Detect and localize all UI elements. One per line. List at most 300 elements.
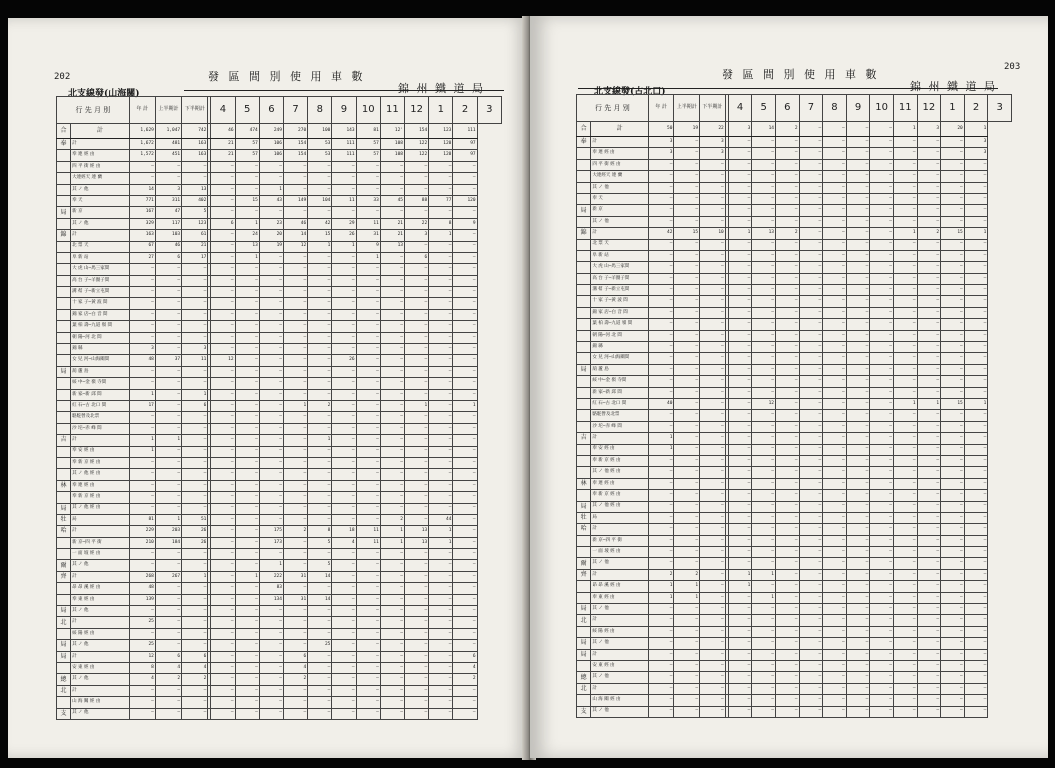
row-label: 葫 蘆 島 [591, 364, 648, 375]
row-label: 駱駝營及北票 [591, 410, 648, 421]
row-value: — [283, 503, 307, 514]
row-value: — [380, 469, 404, 480]
row-value: — [332, 446, 356, 457]
row-value: 22 [405, 218, 429, 229]
row-label: 其 ノ 他 [591, 672, 648, 683]
row-value: — [429, 400, 453, 411]
row-value: — [429, 161, 453, 172]
row-section-label [577, 421, 591, 432]
row-value: — [129, 287, 155, 298]
row-value: — [405, 469, 429, 480]
row-value: — [453, 571, 477, 582]
row-value: — [964, 353, 988, 364]
row-value: — [356, 184, 380, 195]
header-month: 1 [429, 97, 453, 124]
row-value: — [283, 628, 307, 639]
row-value: — [728, 649, 752, 660]
row-value: — [235, 480, 259, 491]
row-value: — [846, 695, 870, 706]
row-value: 2 [775, 122, 799, 137]
row-value: — [380, 378, 404, 389]
row-value: — [182, 594, 208, 605]
row-value: — [728, 615, 752, 626]
row-value: — [893, 660, 917, 671]
row-label: 溝 幇 子─新立屯間 [71, 287, 130, 298]
header-second-half: 下半期計 [700, 95, 726, 122]
row-value: — [308, 355, 332, 366]
row-value: — [211, 549, 235, 560]
row-value: 1 [429, 230, 453, 241]
row-value: 2 [917, 228, 941, 239]
row-value: 108 [380, 139, 404, 150]
row-value: — [799, 262, 823, 273]
row-value: — [211, 161, 235, 172]
row-value: — [917, 193, 941, 204]
row-value: — [283, 184, 307, 195]
row-value: — [893, 364, 917, 375]
row-value: — [870, 455, 894, 466]
row-value: — [356, 332, 380, 343]
row-value: — [846, 569, 870, 580]
row-value: — [893, 455, 917, 466]
row-label: 新 京 [71, 207, 130, 218]
row-value: — [752, 660, 776, 671]
row-value: — [380, 708, 404, 719]
row-section-label [577, 148, 591, 159]
row-value: 12 [211, 355, 235, 366]
row-section-label: 局 [577, 604, 591, 615]
table-row [57, 423, 502, 434]
row-value: — [405, 332, 429, 343]
row-value: — [775, 319, 799, 330]
row-value: — [308, 287, 332, 298]
row-value: — [846, 433, 870, 444]
row-value: — [129, 264, 155, 275]
row-value: — [453, 366, 477, 377]
row-value: — [648, 478, 674, 489]
row-value: — [429, 492, 453, 503]
row-value: — [259, 617, 283, 628]
row-value: 4 [332, 537, 356, 548]
row-section-label [577, 285, 591, 296]
row-value: — [211, 275, 235, 286]
row-value: — [211, 207, 235, 218]
row-value: — [332, 412, 356, 423]
header-month: 4 [211, 97, 235, 124]
row-value: — [846, 387, 870, 398]
row-section-label: 局 [57, 651, 71, 662]
row-value: — [775, 262, 799, 273]
row-label: 綏 陽 經 由 [591, 626, 648, 637]
row-value: — [700, 387, 726, 398]
row-value: 1 [728, 228, 752, 239]
row-value: — [308, 514, 332, 525]
row-value: — [405, 674, 429, 685]
table-total-row [57, 124, 502, 139]
row-value: — [182, 549, 208, 560]
row-value: — [405, 241, 429, 252]
row-value: — [182, 332, 208, 343]
row-value: 12 [129, 651, 155, 662]
row-value: — [155, 173, 181, 184]
row-value: — [893, 262, 917, 273]
row-value: — [700, 421, 726, 432]
row-value: — [823, 228, 847, 239]
row-value: — [799, 307, 823, 318]
row-value: 11 [356, 526, 380, 537]
row-value: — [429, 366, 453, 377]
row-value: 26 [332, 230, 356, 241]
row-value: — [380, 617, 404, 628]
table-row [57, 366, 502, 377]
row-section-label [57, 161, 71, 172]
row-value: — [356, 492, 380, 503]
row-value: — [405, 435, 429, 446]
row-value: — [308, 264, 332, 275]
row-value: 1,047 [155, 124, 181, 139]
row-value: — [799, 376, 823, 387]
row-value: — [846, 148, 870, 159]
row-value: 43 [259, 195, 283, 206]
row-value: — [182, 366, 208, 377]
row-value: — [129, 309, 155, 320]
row-value: — [155, 344, 181, 355]
row-value: — [941, 535, 965, 546]
row-value: — [453, 173, 477, 184]
row-value: — [453, 230, 477, 241]
row-value: — [964, 478, 988, 489]
table-row [577, 182, 1012, 193]
row-value: — [728, 319, 752, 330]
row-value: — [846, 467, 870, 478]
row-section-label: 合 [577, 122, 591, 137]
row-label: 其 ノ 他 經 由 [71, 469, 130, 480]
row-value: — [453, 606, 477, 617]
row-value: — [893, 501, 917, 512]
row-value: — [917, 205, 941, 216]
row-value: — [964, 296, 988, 307]
row-value: — [356, 366, 380, 377]
row-value: — [235, 287, 259, 298]
table-row [57, 241, 502, 252]
table-row [57, 344, 502, 355]
row-value: — [893, 683, 917, 694]
row-section-label [57, 252, 71, 263]
row-value: — [846, 547, 870, 558]
row-value: — [674, 524, 700, 535]
row-value: — [917, 433, 941, 444]
table-row [577, 296, 1012, 307]
row-value: — [799, 626, 823, 637]
row-section-label: 局 [577, 638, 591, 649]
row-value: — [870, 410, 894, 421]
row-label: 安 東 經 由 [591, 660, 648, 671]
row-value: — [823, 444, 847, 455]
header-month: 11 [893, 95, 917, 122]
row-value: 1 [648, 444, 674, 455]
row-section-label: 總 [57, 674, 71, 685]
row-section-label [577, 182, 591, 193]
row-value: — [674, 558, 700, 569]
row-value: — [332, 617, 356, 628]
row-value: — [870, 478, 894, 489]
row-value: — [700, 342, 726, 353]
header-month: 12 [917, 95, 941, 122]
row-value: — [700, 307, 726, 318]
row-label: 計 [591, 649, 648, 660]
row-value: 1 [129, 389, 155, 400]
row-value: — [356, 480, 380, 491]
row-value: — [332, 674, 356, 685]
row-value: — [752, 376, 776, 387]
row-value: — [429, 685, 453, 696]
row-value: — [405, 514, 429, 525]
row-value: — [211, 400, 235, 411]
row-value: — [211, 571, 235, 582]
row-value: — [917, 592, 941, 603]
row-value: — [648, 182, 674, 193]
row-value: — [870, 159, 894, 170]
row-label: 四 平 街 經 由 [71, 161, 130, 172]
row-value: — [380, 366, 404, 377]
row-value: — [235, 355, 259, 366]
row-value: — [846, 478, 870, 489]
row-value: — [155, 583, 181, 594]
row-value: — [846, 581, 870, 592]
row-value: — [453, 184, 477, 195]
row-value: 4 [129, 674, 155, 685]
row-label: 計 [71, 526, 130, 537]
row-value: — [356, 514, 380, 525]
row-value: — [356, 628, 380, 639]
row-value: — [964, 319, 988, 330]
row-value: — [728, 137, 752, 148]
row-value: — [941, 706, 965, 717]
row-value: — [823, 364, 847, 375]
row-section-label [57, 389, 71, 400]
row-value: — [941, 307, 965, 318]
row-value: — [870, 205, 894, 216]
row-value: — [129, 628, 155, 639]
row-value: — [846, 376, 870, 387]
row-value: — [893, 171, 917, 182]
row-value: — [964, 171, 988, 182]
row-value: 17 [182, 252, 208, 263]
row-value: — [752, 501, 776, 512]
row-value: — [870, 683, 894, 694]
row-value: — [870, 490, 894, 501]
table-row [57, 549, 502, 560]
row-value: — [823, 262, 847, 273]
row-value: — [429, 423, 453, 434]
row-value: — [799, 273, 823, 284]
row-value: — [823, 205, 847, 216]
row-value: — [380, 435, 404, 446]
row-value: — [823, 433, 847, 444]
table-row [577, 547, 1012, 558]
row-value: — [405, 697, 429, 708]
row-value: 249 [259, 124, 283, 139]
row-value: 3 [405, 230, 429, 241]
left-page-number: 202 [54, 72, 71, 82]
row-value: — [823, 592, 847, 603]
row-value: — [429, 332, 453, 343]
row-value: 24 [235, 230, 259, 241]
row-label: 紅 石─古 北口 間 [591, 398, 648, 409]
row-value: 1 [283, 400, 307, 411]
table-row [57, 708, 502, 719]
row-value: — [823, 376, 847, 387]
row-value: — [917, 672, 941, 683]
row-value: — [332, 708, 356, 719]
table-row [57, 526, 502, 537]
row-value: — [283, 275, 307, 286]
row-value: — [870, 421, 894, 432]
row-value: — [405, 606, 429, 617]
row-section-label: 牡 [57, 514, 71, 525]
row-value: — [799, 398, 823, 409]
table-row [577, 410, 1012, 421]
row-value: 11 [356, 218, 380, 229]
row-value: — [775, 512, 799, 523]
row-value: — [259, 628, 283, 639]
row-value: — [846, 501, 870, 512]
row-value: — [893, 193, 917, 204]
row-value: — [674, 626, 700, 637]
row-value: — [870, 273, 894, 284]
row-value: — [453, 583, 477, 594]
row-value: — [846, 182, 870, 193]
row-section-label [57, 457, 71, 468]
row-value: — [308, 480, 332, 491]
row-value: — [259, 287, 283, 298]
row-value: — [728, 216, 752, 227]
row-label: 山 海 關 經 由 [71, 697, 130, 708]
row-value: — [941, 683, 965, 694]
row-value: — [893, 205, 917, 216]
row-value: 51 [182, 514, 208, 525]
row-value: — [775, 433, 799, 444]
row-value: — [823, 273, 847, 284]
row-value: — [356, 640, 380, 651]
row-value: — [941, 193, 965, 204]
row-value: — [356, 412, 380, 423]
row-section-label [57, 594, 71, 605]
row-section-label: 北 [57, 617, 71, 628]
table-row [57, 173, 502, 184]
row-value: — [799, 364, 823, 375]
table-row [577, 171, 1012, 182]
row-value: — [846, 296, 870, 307]
row-label: 朝 陽─河 北 間 [591, 330, 648, 341]
row-value: — [775, 626, 799, 637]
row-value: — [799, 193, 823, 204]
row-value: 13 [405, 526, 429, 537]
row-value: — [356, 685, 380, 696]
row-value: — [356, 469, 380, 480]
row-value: — [964, 159, 988, 170]
row-value: — [259, 514, 283, 525]
row-value: — [308, 173, 332, 184]
row-value: 268 [129, 571, 155, 582]
row-value: — [308, 662, 332, 673]
row-value: — [870, 376, 894, 387]
header-month: 5 [235, 97, 259, 124]
row-value: — [775, 216, 799, 227]
row-value: — [453, 628, 477, 639]
row-value: — [155, 287, 181, 298]
row-value: — [870, 660, 894, 671]
row-value: — [648, 319, 674, 330]
row-value: — [846, 672, 870, 683]
row-value: — [356, 378, 380, 389]
row-value: — [799, 285, 823, 296]
row-value: — [799, 535, 823, 546]
row-value: — [332, 252, 356, 263]
table-row [57, 617, 502, 628]
row-value: — [917, 307, 941, 318]
row-value: — [846, 490, 870, 501]
row-value: 1 [648, 433, 674, 444]
row-value: — [211, 344, 235, 355]
row-value: — [674, 672, 700, 683]
row-value: — [752, 695, 776, 706]
row-value: — [964, 433, 988, 444]
row-value: — [429, 469, 453, 480]
row-value: — [405, 708, 429, 719]
row-value: — [283, 685, 307, 696]
row-section-label [577, 342, 591, 353]
row-value: — [823, 330, 847, 341]
row-value: — [283, 161, 307, 172]
row-label: 大 虎 山─馬三家間 [591, 262, 648, 273]
row-value: 40 [648, 398, 674, 409]
row-value: — [211, 685, 235, 696]
table-row [577, 285, 1012, 296]
row-value: — [405, 207, 429, 218]
row-value: — [846, 193, 870, 204]
row-value: 31 [283, 594, 307, 605]
row-value: — [235, 309, 259, 320]
row-value: 12 [752, 398, 776, 409]
row-value: — [893, 273, 917, 284]
row-value: — [893, 421, 917, 432]
row-value: — [799, 581, 823, 592]
row-value: — [182, 503, 208, 514]
row-value: — [332, 173, 356, 184]
row-value: — [283, 697, 307, 708]
row-value: — [728, 376, 752, 387]
row-label: 女 兒 河─山海關間 [591, 353, 648, 364]
row-value: — [700, 171, 726, 182]
row-value: — [893, 638, 917, 649]
row-value: — [429, 378, 453, 389]
row-section-label [577, 410, 591, 421]
row-value: 1 [893, 398, 917, 409]
table-row [577, 205, 1012, 216]
header-month: 6 [259, 97, 283, 124]
row-label: 其 ノ 他 [71, 640, 130, 651]
row-value: — [211, 195, 235, 206]
row-value: — [775, 285, 799, 296]
row-value: — [775, 547, 799, 558]
row-value: — [308, 583, 332, 594]
row-value: 2 [308, 400, 332, 411]
left-page-title: 發 區 間 別 使 用 車 數 [208, 70, 366, 83]
row-label: 北 票 天 [71, 241, 130, 252]
row-value: — [917, 342, 941, 353]
row-value: 163 [182, 150, 208, 161]
